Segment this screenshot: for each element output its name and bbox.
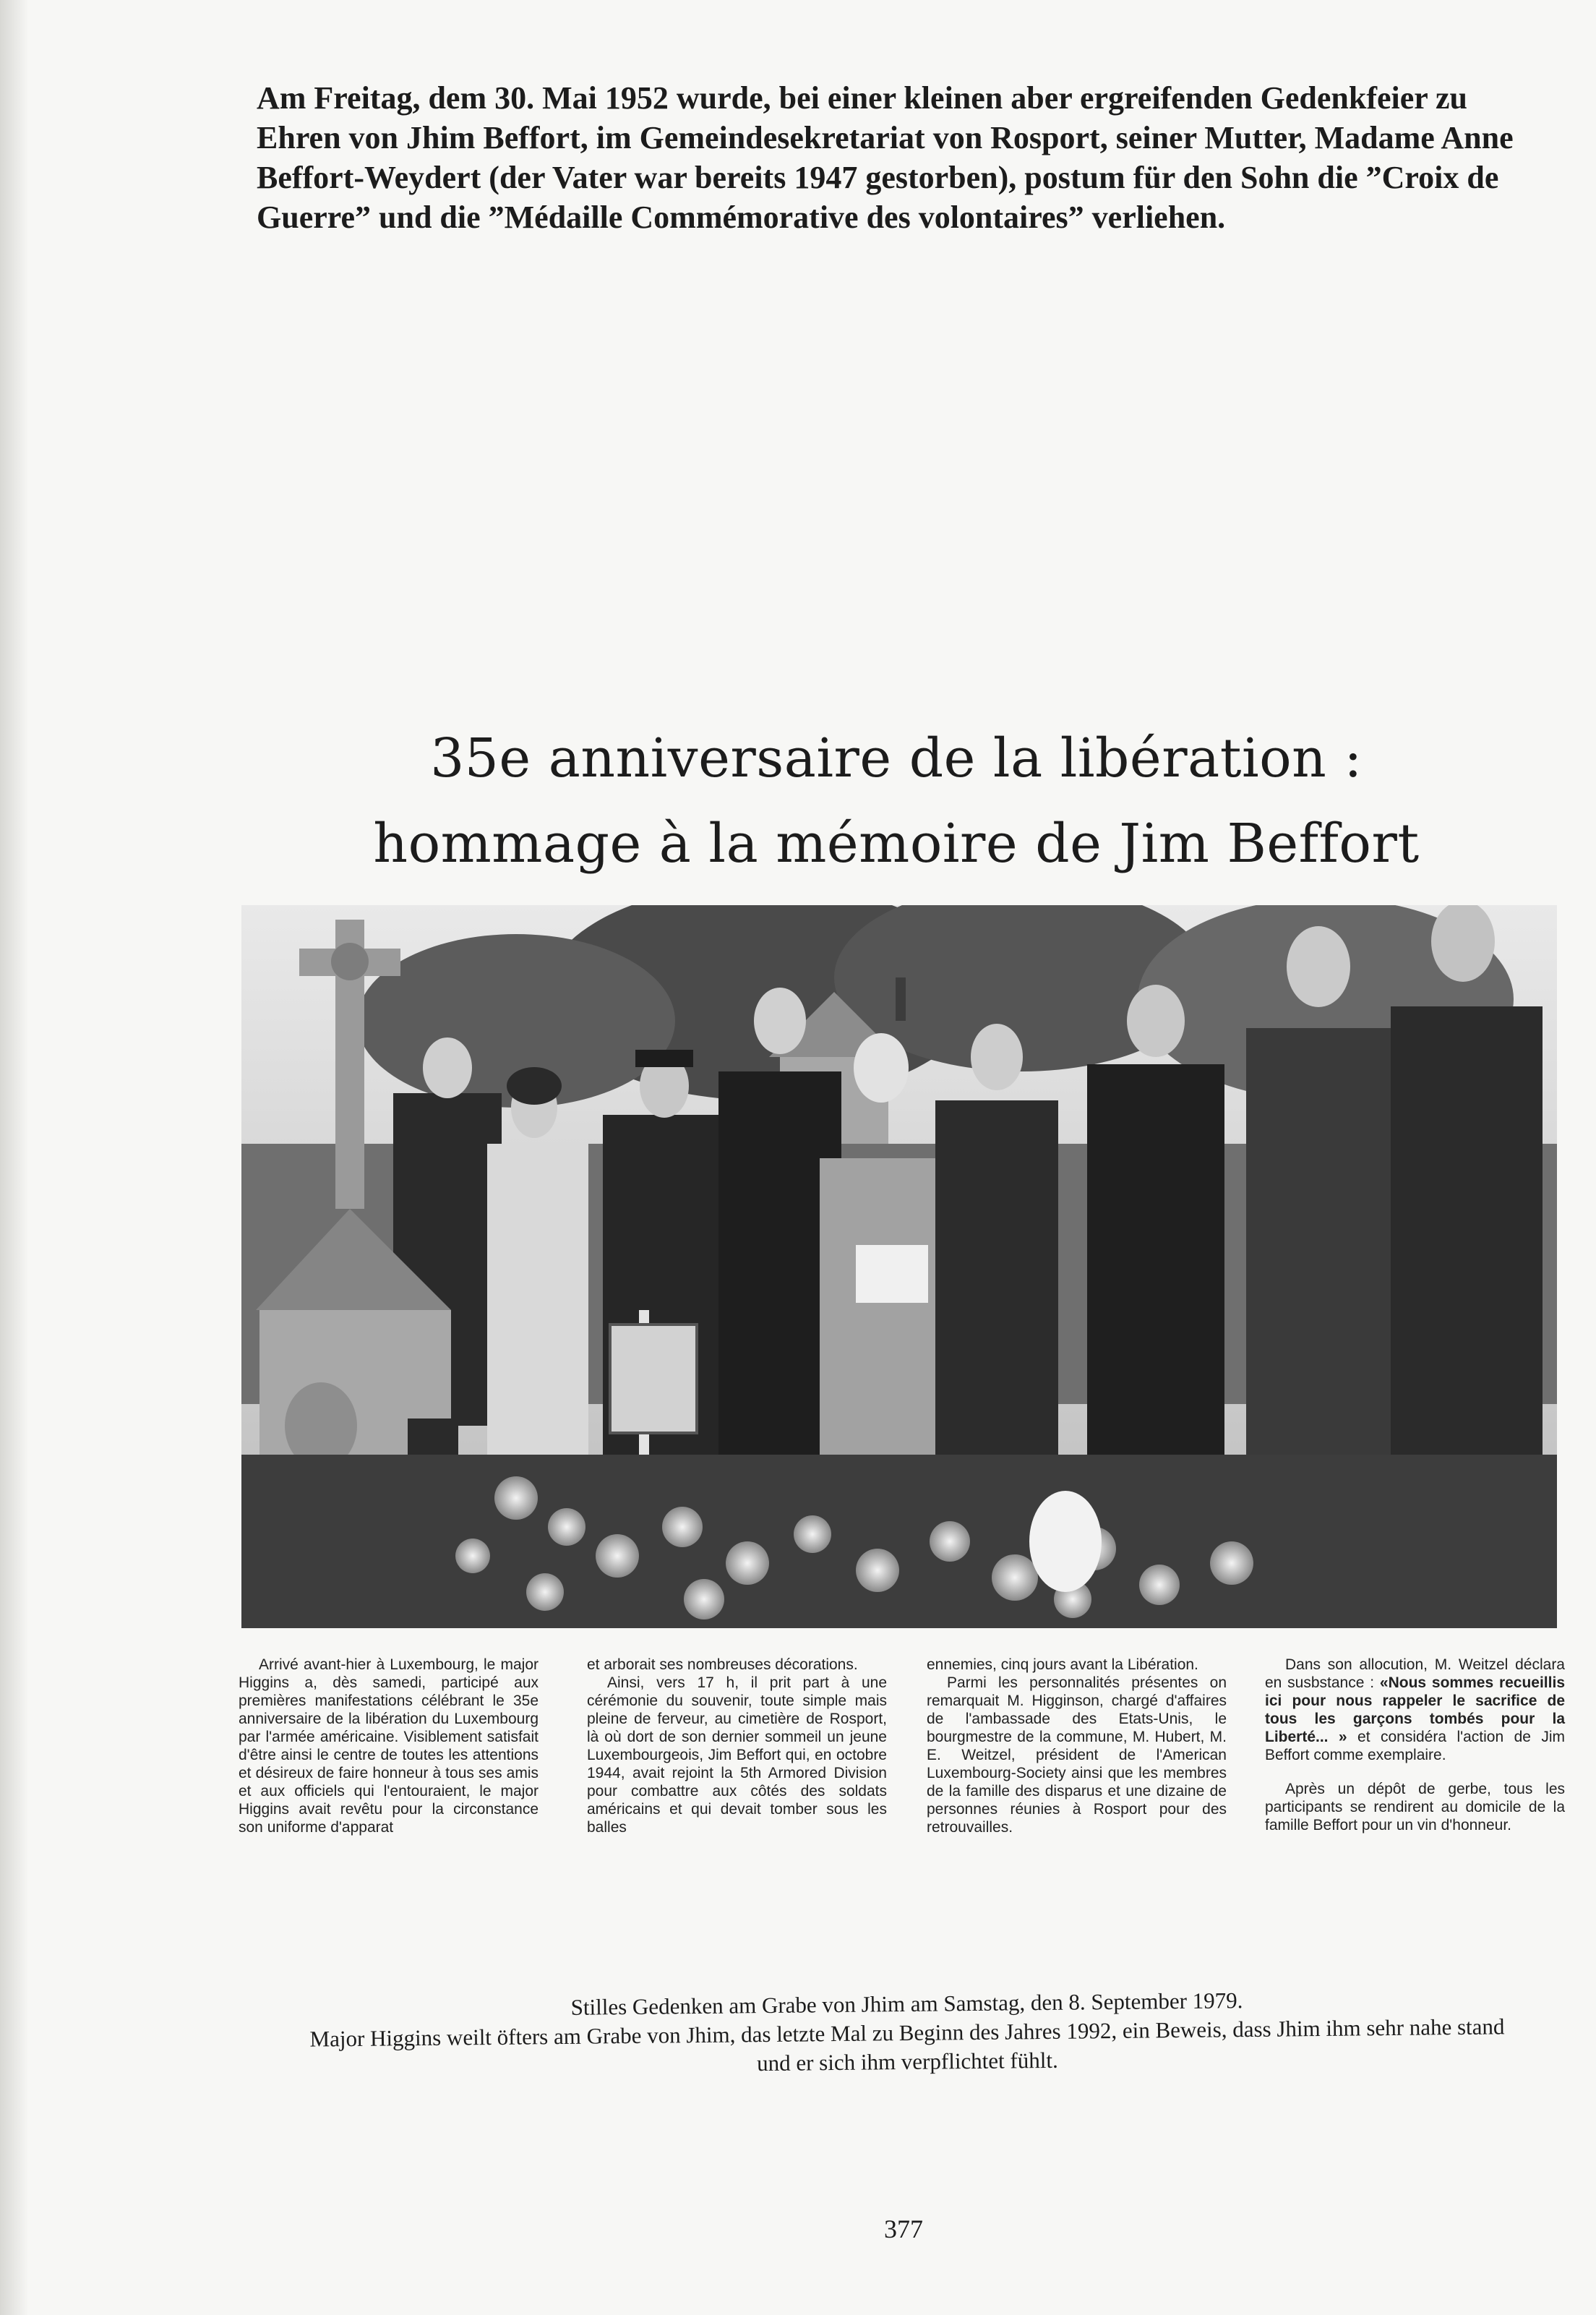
caption-line-3: und er sich ihm verpflichtet fühlt. [756,2047,1058,2076]
headline-line-1: 35e anniversaire de la libération : [430,727,1363,790]
intro-paragraph: Am Freitag, dem 30. Mai 1952 wurde, bei einer kleinen aber ergreifenden Gedenkfeier zu Ehren von Jhim Beffort, im Gemeindesekretariat von Rosport, seiner Mutter, Madame Anne Beffort-Weydert (der Vater war bereits 1947 gestorben), postum für den Sohn die ”Croix de Guerre” und die ”Médaille Commémorative des volontaires” verliehen. [257,80,1514,235]
caption-line-1: Stilles Gedenken am Grabe von Jhim am Samstag, den 8. September 1979. [570,1987,1243,2020]
column-3-paragraph-2: Parmi les personnalités présentes on remarquait M. Higginson, chargé d'affaires de l'ambassade des Etats-Unis, le bourgmestre de la commune, M. Hubert, M. E. Weitzel, président de l'American Luxembourg-Society ainsi que les membres de la famille des disparus et une dizaine de personnes réunies à Rosport pour des retrouvailles. [927,1674,1227,1836]
article-column-3 [927,1656,1227,1836]
article-column-1 [239,1656,539,1836]
article-column-4 [1265,1656,1565,1834]
article-columns [239,1656,1566,1916]
allocution-outro: et considéra l'action de Jim Beffort comme exemplaire. [1265,1729,1566,1763]
page-edge-shadow [0,0,29,2315]
column-1-paragraph: Arrivé avant-hier à Luxembourg, le major Higgins a, dès samedi, participé aux premières manifestations célébrant le 35e anniversaire de la libération du Luxembourg par l'armée américaine. Visiblement satisfait d'être ainsi le centre de toutes les attentions et désireux de faire honneur à tous ses amis et aux officiels qui l'entouraient, le major Higgins avait revêtu pour la circonstance son uniforme d'apparat [239,1656,539,1836]
article-column-2 [587,1656,887,1836]
allocution-quote: «Nous sommes recueillis ici pour nous rappeler le sacrifice de tous les garçons tombés pour la Liberté... » [1265,1674,1565,1745]
caption-line-2: Major Higgins weilt öfters am Grabe von Jhim, das letzte Mal zu Beginn des Jahres 1992, ein Beweis, dass Jhim ihm sehr nahe stand [309,2014,1505,2052]
column-4-paragraph-2: Après un dépôt de gerbe, tous les participants se rendirent au domicile de la famille Beffort pour un vin d'honneur. [1265,1781,1565,1833]
page-number: 377 [884,2215,923,2243]
allocution-intro: Dans son allocution, M. Weitzel déclara en susbstance : [1265,1656,1565,1691]
column-3-paragraph-1: ennemies, cinq jours avant la Libération. [927,1656,1198,1673]
photo-caption [259,1983,1554,2084]
column-2-paragraph-1: et arborait ses nombreuses décorations. [587,1656,858,1673]
column-2-paragraph-2: Ainsi, vers 17 h, il prit part à une cérémonie du souvenir, toute simple mais pleine de ferveur, au cimetière de Rosport, là où dort de son dernier sommeil un jeune Luxembourgeois, Jim Beffort qui, en octobre 1944, avait rejoint la 5th Armored Division pour combattre aux côtés des soldats américains et qui devait tomber sous les balles [587,1674,887,1836]
grave-ceremony-photo [241,905,1557,1628]
article-headline [318,716,1475,886]
column-4-paragraph-1 [1265,1656,1565,1764]
headline-line-2: hommage à la mémoire de Jim Beffort [373,813,1420,875]
